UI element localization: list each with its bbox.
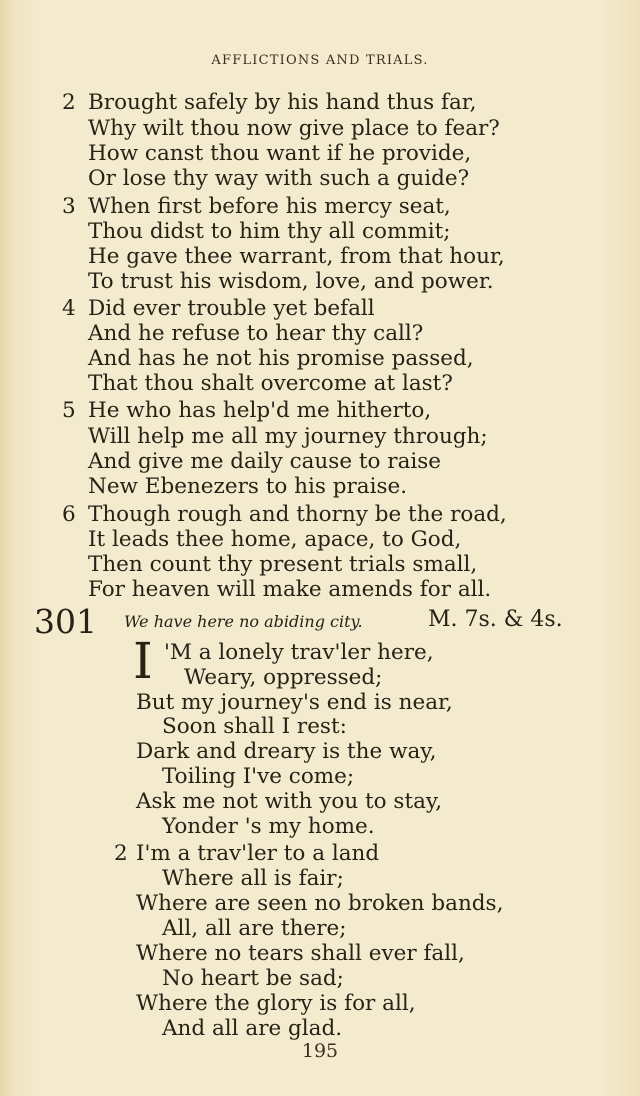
verse-line: Weary, oppressed; — [184, 665, 383, 690]
verse-line: To trust his wisdom, love, and power. — [88, 269, 494, 294]
verse-line: He gave thee warrant, from that hour, — [88, 244, 505, 269]
running-head: AFFLICTIONS AND TRIALS. — [211, 53, 429, 68]
stanza-number: 5 — [62, 398, 76, 423]
verse-line: Will help me all my journey through; — [88, 424, 488, 449]
verse-line: Thou didst to him thy all commit; — [88, 219, 451, 244]
verse-line: Though rough and thorny be the road, — [88, 502, 507, 527]
stanza-number: 4 — [62, 296, 76, 321]
verse-line: 'M a lonely trav'ler here, — [164, 640, 434, 665]
verse-line: No heart be sad; — [162, 966, 344, 991]
stanza-number: 3 — [62, 194, 76, 219]
verse-line: Where no tears shall ever fall, — [136, 941, 465, 966]
verse-line: I'm a trav'ler to a land — [136, 841, 380, 866]
verse-line: And all are glad. — [162, 1016, 343, 1041]
drop-cap: I — [133, 632, 153, 690]
hymn-title: We have here no abiding city. — [124, 612, 363, 631]
verse-line: Toiling I've come; — [162, 764, 355, 789]
stanza-number: 2 — [114, 841, 128, 866]
verse-line: Why wilt thou now give place to fear? — [88, 116, 500, 141]
verse-line: And has he not his promise passed, — [88, 346, 474, 371]
verse-line: Soon shall I rest: — [162, 714, 347, 739]
verse-line: Brought safely by his hand thus far, — [88, 90, 477, 115]
hymn-number: 301 — [34, 602, 97, 641]
page-number: 195 — [301, 1040, 339, 1062]
verse-line: Then count thy present trials small, — [88, 552, 478, 577]
hymn-meter: M. 7s. & 4s. — [428, 607, 563, 632]
verse-line: New Ebenezers to his praise. — [88, 474, 408, 499]
verse-line: Did ever trouble yet befall — [88, 296, 375, 321]
verse-line: And give me daily cause to raise — [88, 449, 442, 474]
verse-line: All, all are there; — [162, 916, 347, 941]
verse-line: When first before his mercy seat, — [88, 194, 451, 219]
verse-line: Dark and dreary is the way, — [136, 739, 437, 764]
stanza-number: 6 — [62, 502, 76, 527]
verse-line: And he refuse to hear thy call? — [88, 321, 424, 346]
verse-line: Ask me not with you to stay, — [136, 789, 443, 814]
verse-line: Yonder 's my home. — [162, 814, 375, 839]
verse-line: Where are seen no broken bands, — [136, 891, 504, 916]
verse-line: It leads thee home, apace, to God, — [88, 527, 462, 552]
verse-line: But my journey's end is near, — [136, 690, 453, 715]
verse-line: Where the glory is for all, — [136, 991, 416, 1016]
verse-line: How canst thou want if he provide, — [88, 141, 472, 166]
verse-line: Where all is fair; — [162, 866, 344, 891]
verse-line: Or lose thy way with such a guide? — [88, 166, 470, 191]
stanza-number: 2 — [62, 90, 76, 115]
verse-line: That thou shalt overcome at last? — [88, 371, 453, 396]
verse-line: He who has help'd me hitherto, — [88, 398, 432, 423]
verse-line: For heaven will make amends for all. — [88, 577, 492, 602]
